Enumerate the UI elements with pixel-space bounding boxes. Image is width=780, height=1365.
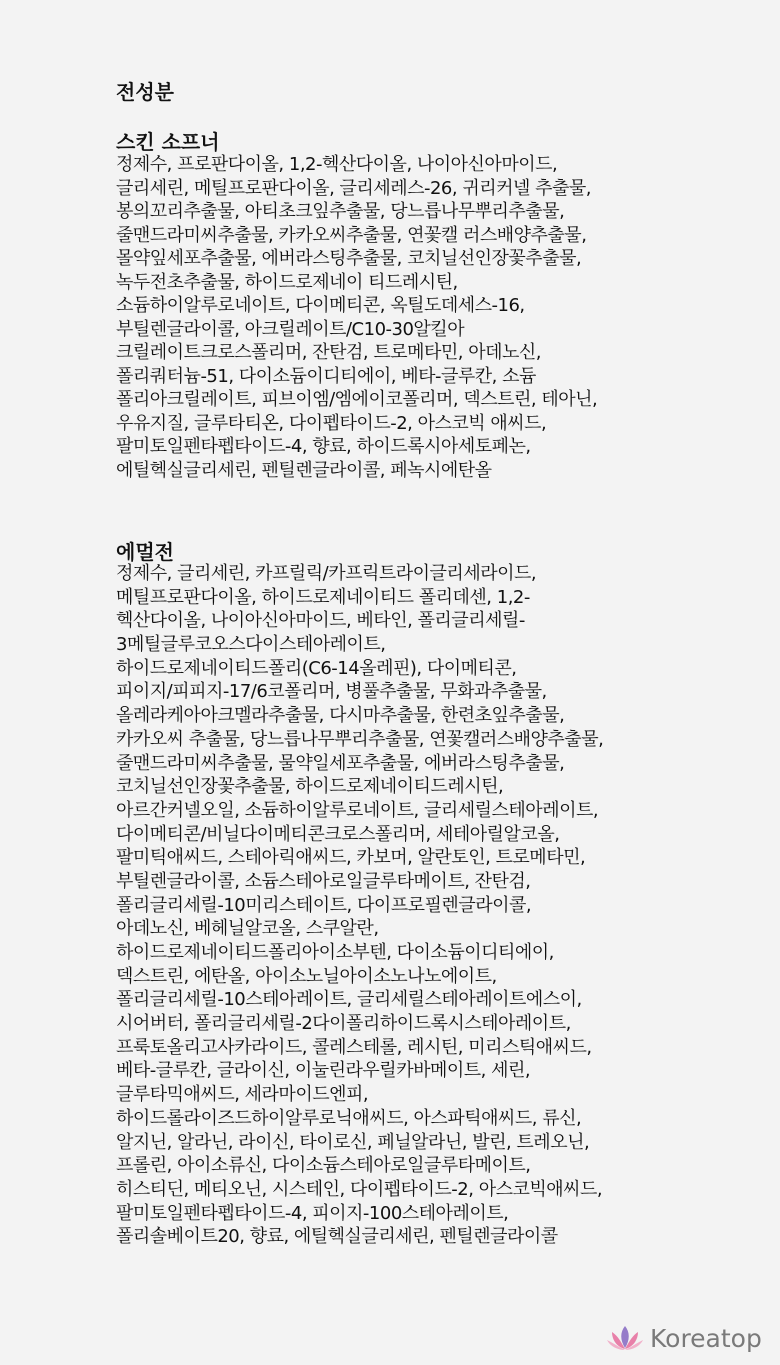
skin-softener-heading: 스킨 소프너	[116, 130, 220, 154]
ingredient-line: 글루타믹애씨드, 세라마이드엔피,	[116, 1084, 369, 1106]
ingredient-line: 글리세린, 메틸프로판다이올, 글리세레스-26, 귀리커넬 추출물,	[116, 177, 591, 199]
ingredient-line: 팔미토일펜타펩타이드-4, 향료, 하이드록시아세토페논,	[116, 436, 531, 457]
brand-logo	[606, 1320, 762, 1356]
ingredient-line: 줄맨드라미씨추출물, 카카오씨추출물, 연꽃캘 러스배양추출물,	[116, 224, 587, 246]
ingredient-line: 베타-글루칸, 글라이신, 이눌린라우릴카바메이트, 세린,	[116, 1060, 531, 1082]
ingredient-line: 폴리글리세릴-10스테아레이트, 글리세릴스테아레이트에스이,	[116, 989, 582, 1011]
ingredient-line: 녹두전초추출물, 하이드로제네이 티드레시틴,	[116, 271, 458, 293]
emulsion-heading: 에멀전	[116, 540, 174, 564]
ingredient-line: 팔미틱애씨드, 스테아릭애씨드, 카보머, 알란토인, 트로메타민,	[116, 847, 586, 869]
ingredient-line: 하이드롤라이즈드하이알루로닉애씨드, 아스파틱애씨드, 류신,	[116, 1107, 582, 1129]
ingredient-line: 폴리쿼터늄-51, 다이소듐이디티에이, 베타-글루칸, 소듐	[116, 365, 536, 387]
ingredient-line: 아데노신, 베헤닐알코올, 스쿠알란,	[116, 918, 379, 940]
ingredient-line: 정제수, 프로판다이올, 1,2-헥산다이올, 나이아신아마이드,	[116, 154, 558, 175]
ingredient-line: 올레라케아아크멜라추출물, 다시마추출물, 한련초잎추출물,	[116, 705, 565, 727]
ingredient-line: 시어버터, 폴리글리세릴-2다이폴리하이드록시스테아레이트,	[116, 1013, 571, 1035]
ingredient-line: 코치닐선인장꽃추출물, 하이드로제네이티드레시틴,	[116, 776, 504, 798]
ingredient-line: 에틸헥실글리세린, 펜틸렌글라이콜, 페녹시에탄올	[116, 459, 492, 481]
ingredient-line: 소듐하이알루로네이트, 다이메티콘, 옥틸도데세스-16,	[116, 295, 525, 316]
ingredient-line: 하이드로제네이티드폴리아이소부텐, 다이소듐이디티에이,	[116, 942, 554, 963]
ingredient-line: 프롤린, 아이소류신, 다이소듐스테아로일글루타메이트,	[116, 1155, 531, 1177]
ingredient-line: 폴리글리세릴-10미리스테이트, 다이프로필렌글라이콜,	[116, 894, 532, 916]
ingredient-line: 부틸렌글라이콜, 아크릴레이트/C10-30알킬아	[116, 318, 465, 340]
ingredient-line: 부틸렌글라이콜, 소듐스테아로일글루타메이트, 잔탄검,	[116, 870, 531, 892]
skin-softener-ingredients	[116, 153, 766, 482]
ingredient-line: 크릴레이트크로스폴리머, 잔탄검, 트로메타민, 아데노신,	[116, 342, 541, 363]
ingredient-line: 줄맨드라미씨추출물, 물약일세포추출물, 에버라스팅추출물,	[116, 752, 565, 774]
ingredient-line: 알지닌, 알라닌, 라이신, 타이로신, 페닐알라닌, 발린, 트레오닌,	[116, 1131, 590, 1153]
ingredient-line: 몰약잎세포추출물, 에버라스팅추출물, 코치닐선인장꽃추출물,	[116, 248, 582, 269]
emulsion-ingredients	[116, 562, 766, 1249]
ingredient-line: 메틸프로판다이올, 하이드로제네이티드 폴리데센, 1,2-	[116, 586, 530, 608]
ingredient-line: 3메틸글루코오스다이스테아레이트,	[116, 634, 386, 656]
ingredient-line: 아르간커넬오일, 소듐하이알루로네이트, 글리세릴스테아레이트,	[116, 799, 599, 821]
ingredient-line: 폴리아크릴레이트, 피브이엠/엠에이코폴리머, 덱스트린, 테아닌,	[116, 389, 598, 410]
brand-name: Koreatop	[650, 1323, 762, 1353]
ingredient-line: 히스티딘, 메티오닌, 시스테인, 다이펩타이드-2, 아스코빅애씨드,	[116, 1178, 603, 1200]
ingredient-line: 카카오씨 추출물, 당느릅나무뿌리추출물, 연꽃캘러스배양추출물,	[116, 728, 604, 750]
ingredient-line: 프룩토올리고사카라이드, 콜레스테롤, 레시틴, 미리스틱애씨드,	[116, 1036, 592, 1058]
ingredient-line: 정제수, 글리세린, 카프릴릭/카프릭트라이글리세라이드,	[116, 563, 537, 584]
ingredient-line: 헥산다이올, 나이아신아마이드, 베타인, 폴리글리세릴-	[116, 610, 525, 632]
lotus-icon	[606, 1322, 644, 1354]
ingredient-line: 폴리솔베이트20, 향료, 에틸헥실글리세린, 펜틸렌글라이콜	[116, 1226, 558, 1248]
page-title: 전성분	[116, 80, 174, 104]
ingredient-line: 팔미토일펜타펩타이드-4, 피이지-100스테아레이트,	[116, 1202, 509, 1224]
ingredient-line: 봉의꼬리추출물, 아티초크잎추출물, 당느릅나무뿌리추출물,	[116, 201, 565, 222]
emulsion-section	[116, 538, 766, 1249]
ingredient-line: 덱스트린, 에탄올, 아이소노닐아이소노나노에이트,	[116, 965, 497, 987]
skin-softener-section	[116, 128, 766, 482]
ingredient-line: 피이지/피피지-17/6코폴리머, 병풀추출물, 무화과추출물,	[116, 681, 547, 703]
ingredient-line: 다이메티콘/비닐다이메티콘크로스폴리머, 세테아릴알코올,	[116, 823, 560, 845]
ingredient-line: 하이드로제네이티드폴리(C6-14올레핀), 다이메티콘,	[116, 657, 517, 679]
ingredient-line: 우유지질, 글루타티온, 다이펩타이드-2, 아스코빅 애씨드,	[116, 412, 547, 434]
